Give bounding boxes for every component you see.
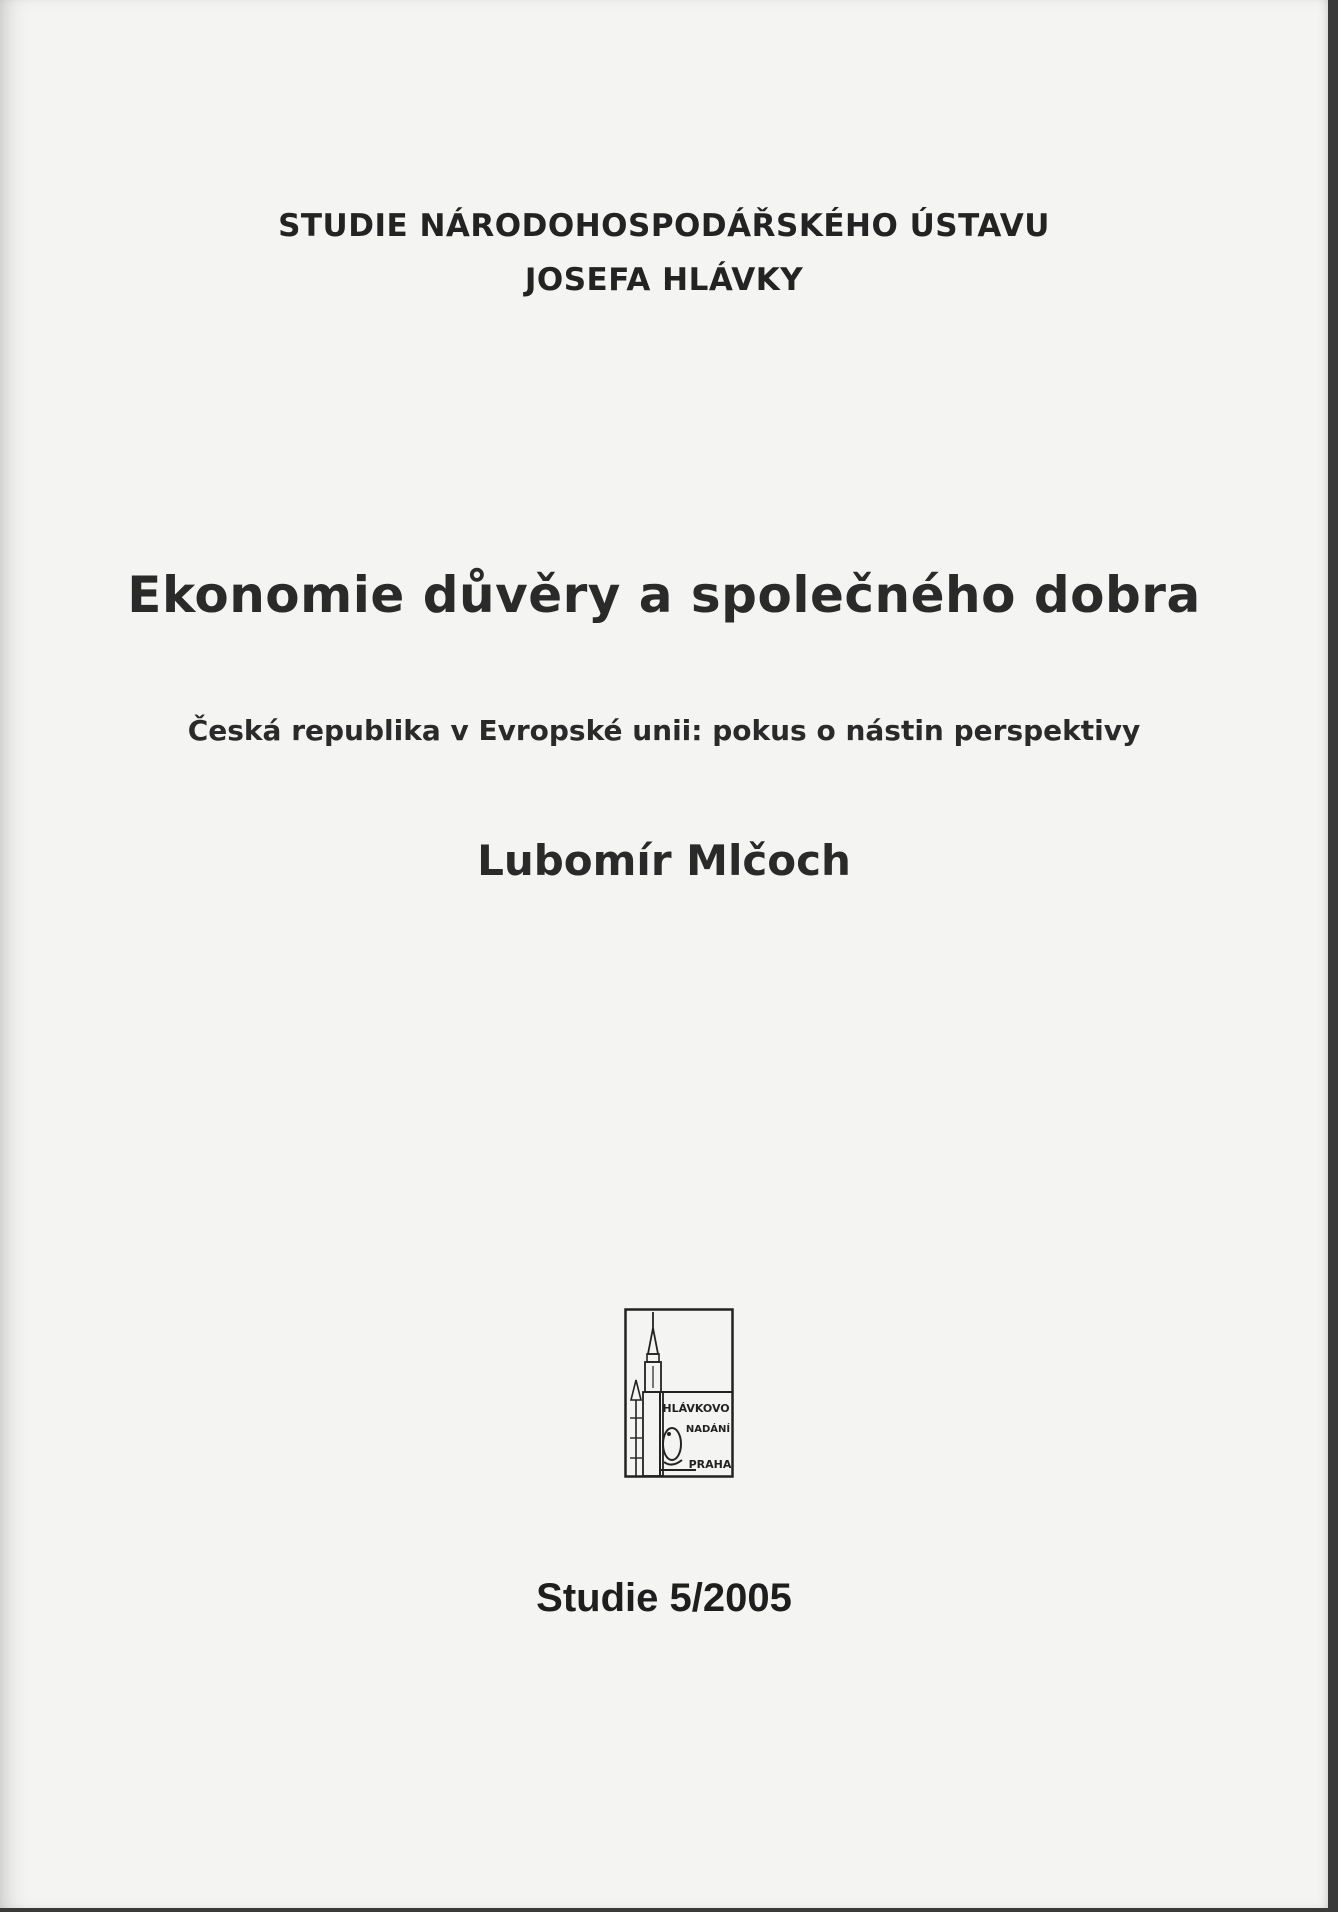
edition-label: Studie 5/2005: [536, 1576, 792, 1620]
logo-text-line-2: NADÁNÍ: [685, 1424, 731, 1435]
hlavkovo-nadani-logo-icon: [624, 1308, 734, 1478]
logo-text-line-1: HLÁVKOVO: [662, 1402, 730, 1415]
scan-background-edge: [1328, 0, 1338, 1912]
book-subtitle: Česká republika v Evropské unii: pokus o nástin perspektivy: [187, 714, 1141, 747]
series-title-line-2: JOSEFA HLÁVKY: [524, 262, 804, 298]
logo-text-line-3: PRAHA: [688, 1458, 732, 1471]
author-name: Lubomír Mlčoch: [477, 836, 851, 885]
series-title-line-1: STUDIE NÁRODOHOSPODÁŘSKÉHO ÚSTAVU: [278, 208, 1050, 244]
scan-background-bottom: [0, 1908, 1338, 1912]
book-title: Ekonomie důvěry a společného dobra: [127, 566, 1201, 624]
